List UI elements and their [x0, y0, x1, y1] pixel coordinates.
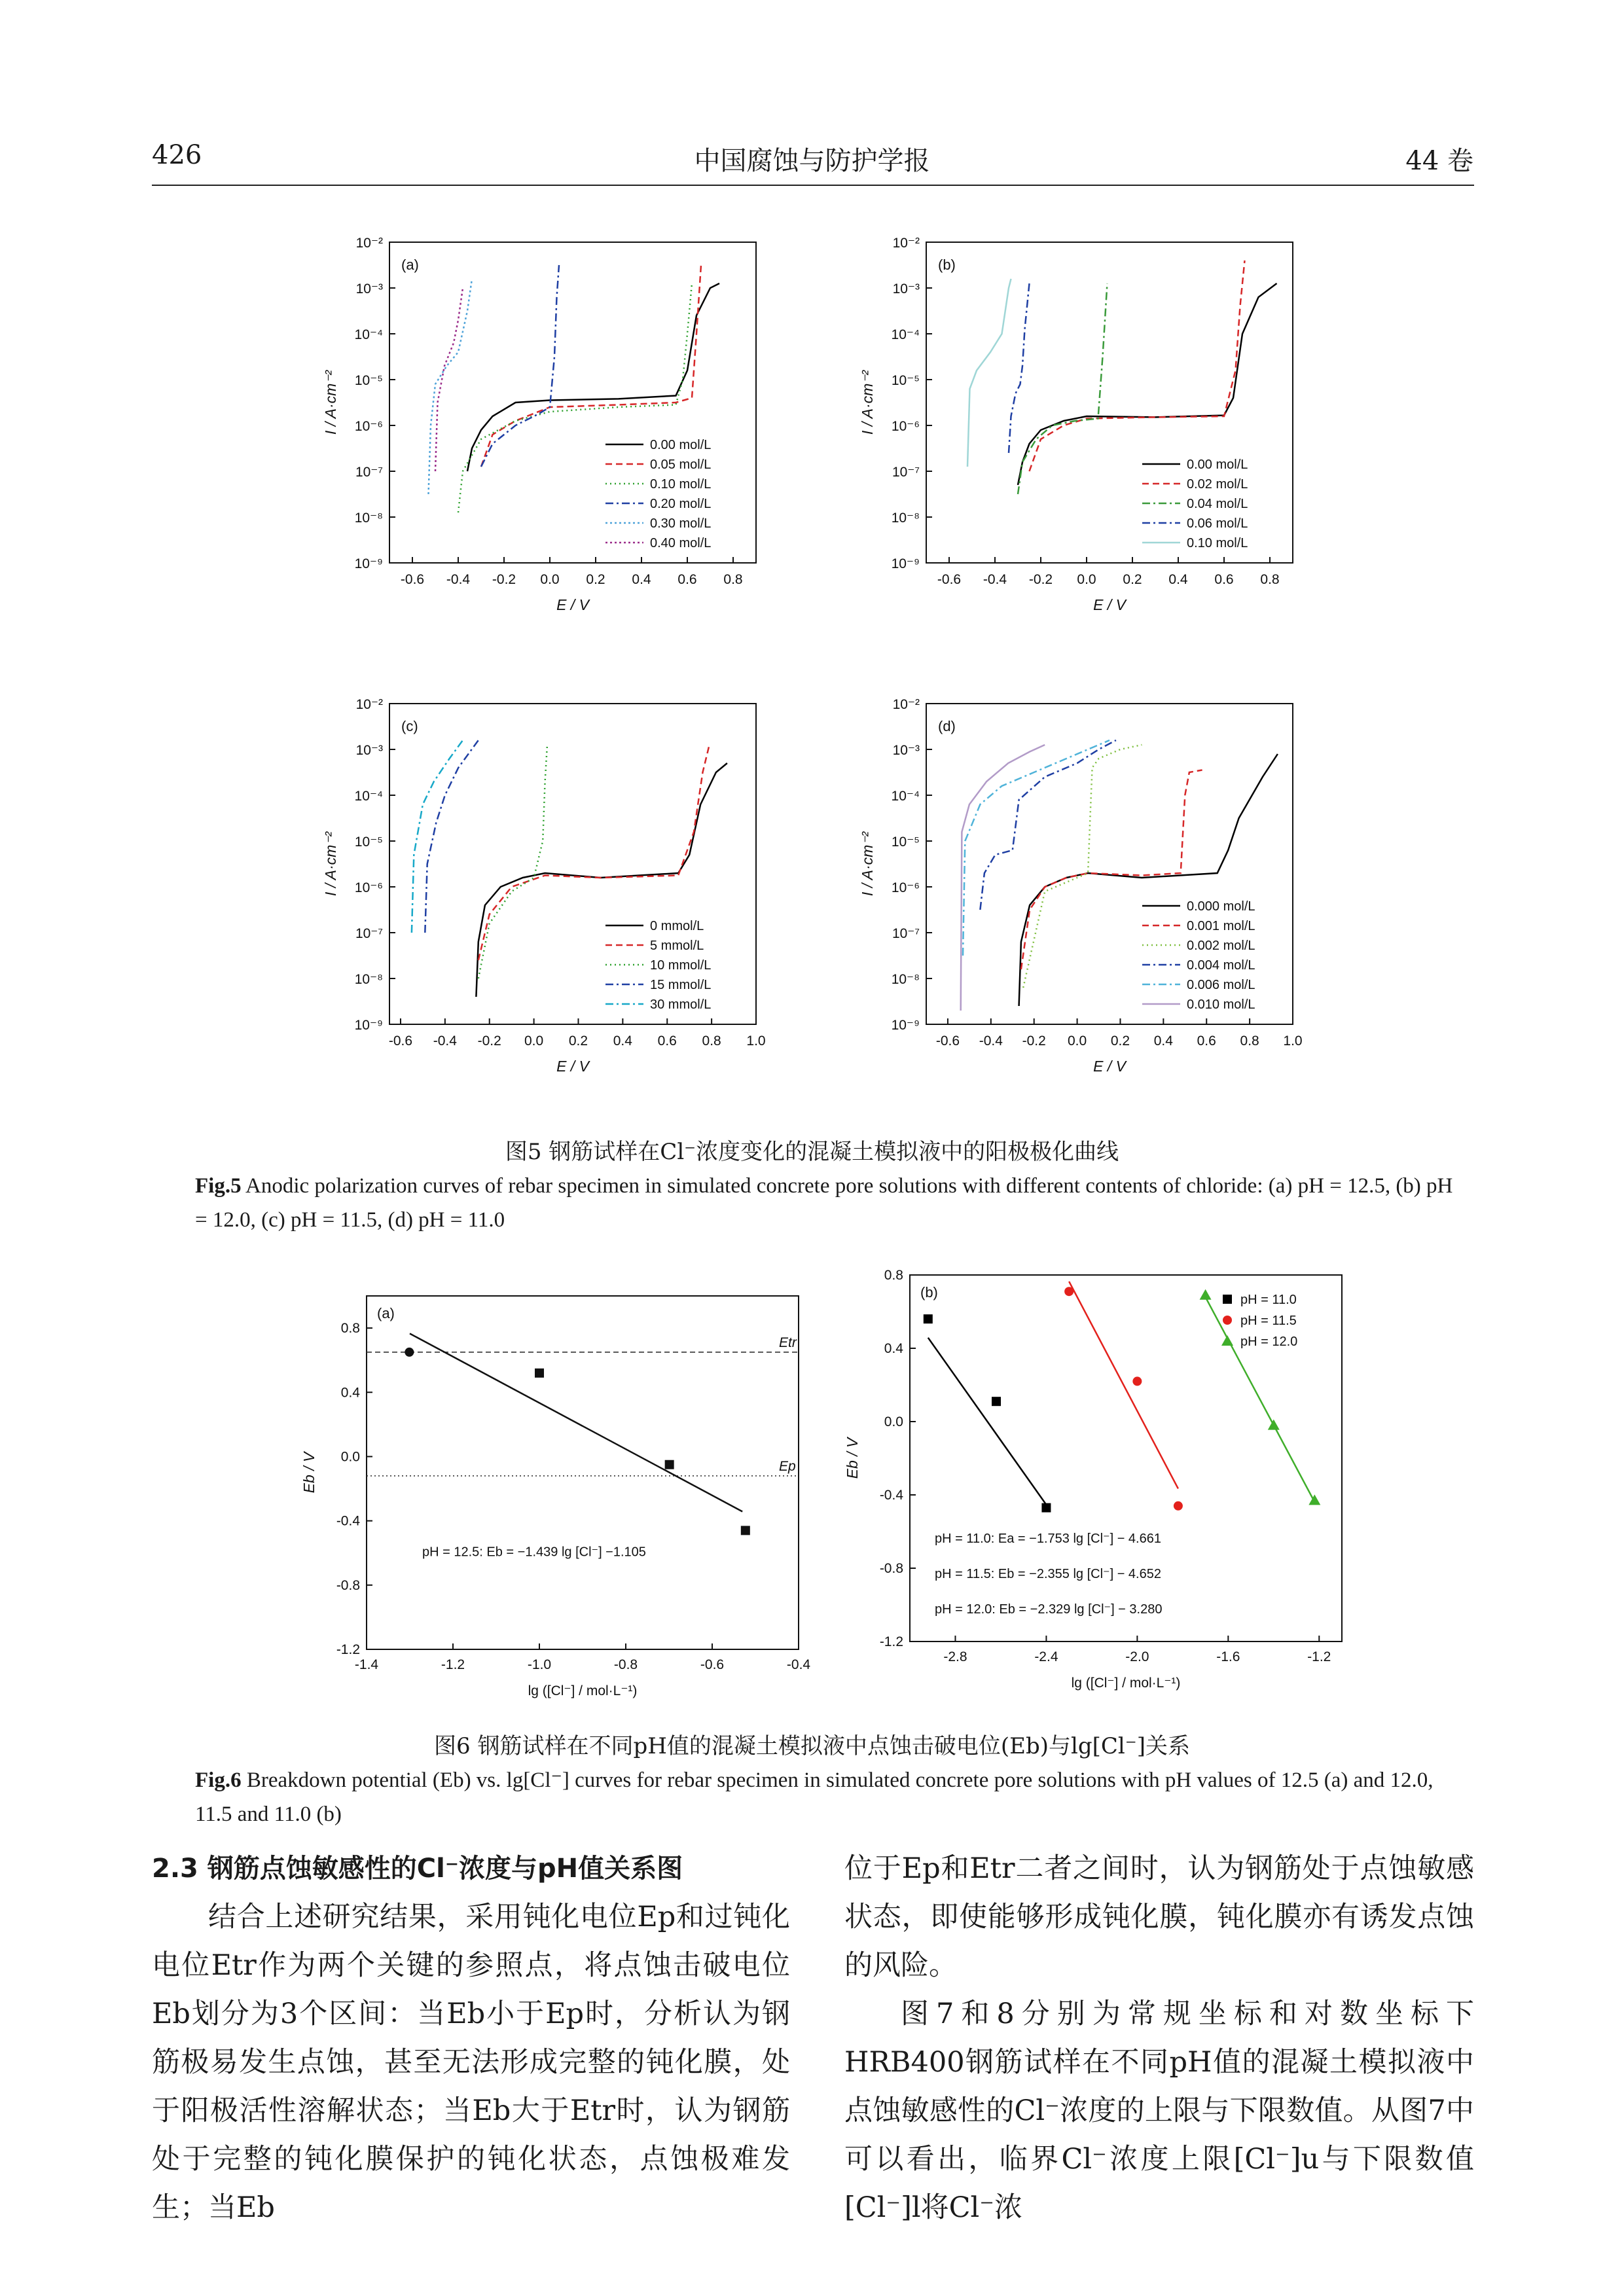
legend-label: 30 mmol/L: [650, 997, 712, 1012]
x-tick-label: -0.6: [700, 1657, 725, 1672]
x-tick-label: -1.2: [441, 1657, 465, 1672]
x-tick-label: 1.0: [746, 1033, 766, 1049]
data-point: [741, 1526, 750, 1535]
x-tick-label: -2.8: [943, 1649, 967, 1664]
legend-label: 0.04 mol/L: [1187, 497, 1248, 511]
panel-label: (b): [920, 1284, 938, 1300]
x-tick-label: -0.6: [935, 1033, 960, 1049]
left-paragraph: 结合上述研究结果，采用钝化电位Ep和过钝化电位Etr作为两个关键的参照点，将点蚀击破电位Eb划分为3个区间：当Eb小于Ep时，分析认为钢筋极易发生点蚀，甚至无法形成完整的钝化膜，处于阳极活性溶解状态；当Eb大于Etr时，认为钢筋处于完整的钝化膜保护的钝化状态，点蚀极难发生；当Eb: [152, 1901, 790, 2224]
y-tick-label: 10⁻⁴: [354, 789, 383, 804]
y-tick-label: 10⁻⁸: [891, 972, 920, 987]
y-tick-label: 0.4: [340, 1385, 360, 1401]
y-tick-label: 10⁻⁵: [891, 834, 920, 850]
y-tick-label: 10⁻²: [355, 697, 383, 712]
x-tick-label: 0.6: [1197, 1033, 1216, 1049]
data-point: [1268, 1420, 1280, 1430]
y-tick-label: 10⁻⁷: [892, 465, 920, 480]
fig5-panel-a: [308, 223, 818, 661]
x-tick-label: 0.0: [1077, 572, 1096, 587]
x-tick-label: -2.4: [1034, 1649, 1058, 1664]
reference-label: Etr: [779, 1335, 797, 1350]
plot-frame: [926, 242, 1293, 563]
series-line: [1023, 745, 1142, 988]
x-tick-label: -0.4: [979, 1033, 1003, 1049]
journal-title: 中国腐蚀与防护学报: [694, 146, 930, 176]
fit-line: [410, 1334, 742, 1512]
series-line: [963, 740, 1110, 956]
x-tick-label: -0.2: [1022, 1033, 1046, 1049]
y-tick-label: 10⁻⁴: [891, 789, 920, 804]
y-tick-label: 0.8: [340, 1321, 360, 1336]
fig5-panel-b: [844, 223, 1355, 661]
y-tick-label: 10⁻⁵: [354, 834, 383, 850]
x-tick-label: 0.0: [540, 572, 560, 587]
y-tick-label: 10⁻⁴: [891, 327, 920, 342]
legend-label: 0.30 mol/L: [650, 516, 712, 531]
x-tick-label: 0.6: [657, 1033, 677, 1049]
legend-label: 0.40 mol/L: [650, 536, 712, 550]
x-axis-label: E / V: [556, 1058, 589, 1075]
fit-line: [1069, 1282, 1178, 1489]
series-line: [1018, 283, 1277, 485]
panel-label: (a): [401, 257, 419, 273]
y-axis-label: I / A·cm⁻²: [859, 370, 876, 435]
x-tick-label: -0.6: [937, 572, 962, 587]
series-line: [481, 265, 559, 467]
legend-label: 15 mmol/L: [650, 978, 712, 992]
right-paragraph-2: 图7和8分别为常规坐标和对数坐标下HRB400钢筋试样在不同pH值的混凝土模拟液中点蚀敏感性的Cl⁻浓度的上限与下限数值。从图7中可以看出，临界Cl⁻浓度上限[Cl⁻]u与下限数值[Cl⁻]l将Cl⁻浓: [844, 1998, 1474, 2224]
y-tick-label: 10⁻³: [892, 743, 920, 758]
y-tick-label: -0.4: [336, 1513, 360, 1529]
data-point: [405, 1348, 414, 1357]
y-tick-label: 10⁻⁸: [354, 972, 383, 987]
x-tick-label: 0.0: [1067, 1033, 1087, 1049]
fig6-panel-b: [831, 1257, 1355, 1715]
y-tick-label: 10⁻⁹: [891, 556, 920, 571]
y-axis-label: I / A·cm⁻²: [322, 370, 339, 435]
data-point: [1041, 1503, 1051, 1513]
series-line: [961, 745, 1045, 1011]
legend-marker: [1221, 1335, 1233, 1346]
y-tick-label: 10⁻⁵: [891, 373, 920, 388]
legend-label: 0.001 mol/L: [1187, 919, 1255, 933]
x-tick-label: 0.4: [1168, 572, 1188, 587]
fig6-panel-a: [288, 1270, 812, 1715]
fig6-caption-cn: 图6 钢筋试样在不同pH值的混凝土模拟液中点蚀击破电位(Eb)与lg[Cl⁻]关系: [434, 1733, 1190, 1759]
legend-label: 10 mmol/L: [650, 958, 712, 973]
panel-label: (b): [938, 257, 956, 273]
data-point: [1132, 1376, 1142, 1386]
x-tick-label: -0.6: [388, 1033, 413, 1049]
legend-label: 0.00 mol/L: [650, 438, 712, 452]
legend-label: 0.20 mol/L: [650, 497, 712, 511]
y-tick-label: 10⁻⁵: [354, 373, 383, 388]
fig5-caption-text: Anodic polarization curves of rebar specimen in simulated concrete pore solutions with different contents of chloride: (a) pH = 12.5, (b) pH = 12.0, (c) pH = 11.5, (d) pH = 11.0: [195, 1174, 1453, 1232]
x-tick-label: 0.2: [1123, 572, 1142, 587]
x-tick-label: -0.4: [983, 572, 1007, 587]
y-tick-label: -1.2: [879, 1634, 903, 1649]
legend-label: 0.06 mol/L: [1187, 516, 1248, 531]
legend-label: 0.02 mol/L: [1187, 477, 1248, 492]
y-tick-label: 10⁻⁶: [354, 880, 383, 895]
legend-label: 0.10 mol/L: [1187, 536, 1248, 550]
y-tick-label: 10⁻³: [355, 743, 383, 758]
y-tick-label: 10⁻⁷: [892, 926, 920, 941]
legend-label: 0.10 mol/L: [650, 477, 712, 492]
y-tick-label: -0.8: [336, 1577, 360, 1593]
right-column: [844, 1844, 1474, 2232]
y-tick-label: 10⁻⁷: [355, 465, 383, 480]
legend-label: 0.00 mol/L: [1187, 457, 1248, 472]
legend-label: 0.000 mol/L: [1187, 899, 1255, 914]
plot-frame: [910, 1275, 1342, 1641]
y-tick-label: -0.8: [879, 1561, 903, 1576]
legend-marker: [1223, 1316, 1232, 1325]
y-tick-label: 10⁻⁹: [354, 556, 383, 571]
y-axis-label: I / A·cm⁻²: [859, 831, 876, 897]
y-tick-label: 10⁻⁹: [891, 1018, 920, 1033]
series-line: [478, 745, 547, 978]
y-tick-label: 0.0: [340, 1449, 360, 1465]
data-point: [535, 1369, 544, 1378]
y-tick-label: 10⁻⁶: [891, 419, 920, 434]
legend-label: 5 mmol/L: [650, 939, 704, 953]
series-line: [1009, 283, 1030, 453]
y-tick-label: 10⁻³: [892, 281, 920, 296]
series-line: [1021, 770, 1202, 970]
y-tick-label: 10⁻³: [355, 281, 383, 296]
legend-label: 0 mmol/L: [650, 919, 704, 933]
x-axis-label: lg ([Cl⁻] / mol·L⁻¹): [1071, 1676, 1181, 1691]
x-axis-label: lg ([Cl⁻] / mol·L⁻¹): [528, 1683, 638, 1698]
fit-equation: pH = 11.0: Ea = −1.753 lg [Cl⁻] − 4.661: [935, 1531, 1161, 1546]
panel-label: (d): [938, 718, 956, 734]
right-paragraph-1: 位于Ep和Etr二者之间时，认为钢筋处于点蚀敏感状态，即使能够形成钝化膜，钝化膜亦有诱发点蚀的风险。: [844, 1852, 1474, 1982]
x-tick-label: -0.2: [1028, 572, 1053, 587]
x-tick-label: -0.4: [786, 1657, 811, 1672]
x-tick-label: 0.2: [568, 1033, 588, 1049]
y-tick-label: 10⁻⁸: [891, 511, 920, 526]
plot-frame: [367, 1296, 799, 1649]
series-line: [1030, 260, 1245, 471]
x-axis-label: E / V: [1093, 596, 1126, 613]
y-axis-label: Eb / V: [300, 1452, 317, 1494]
fig5-panel-d: [844, 684, 1355, 1122]
fig6-caption-en: [195, 1763, 1458, 1831]
x-tick-label: 0.4: [632, 572, 651, 587]
y-tick-label: 10⁻⁴: [354, 327, 383, 342]
x-tick-label: 1.0: [1283, 1033, 1303, 1049]
data-point: [1174, 1501, 1183, 1511]
y-tick-label: 0.4: [884, 1341, 903, 1356]
left-column: [152, 1844, 790, 2232]
legend-label: 0.006 mol/L: [1187, 978, 1255, 992]
legend-marker: [1223, 1295, 1232, 1304]
fig5-panel-c: [308, 684, 818, 1122]
series-line: [1018, 283, 1108, 494]
y-tick-label: 0.8: [884, 1268, 903, 1283]
y-tick-label: 10⁻²: [355, 236, 383, 251]
y-tick-label: 10⁻²: [892, 697, 920, 712]
volume-label: 44 卷: [1405, 146, 1473, 176]
fit-line: [928, 1338, 1047, 1505]
x-tick-label: -1.0: [527, 1657, 552, 1672]
y-tick-label: -0.4: [879, 1488, 903, 1503]
x-tick-label: -0.8: [613, 1657, 638, 1672]
page-number: 426: [152, 140, 202, 170]
fig5-caption-cn: 图5 钢筋试样在Cl⁻浓度变化的混凝土模拟液中的阳极极化曲线: [505, 1139, 1119, 1165]
legend-label: pH = 11.0: [1240, 1293, 1297, 1307]
y-tick-label: -1.2: [336, 1642, 360, 1657]
series-line: [967, 279, 1011, 467]
data-point: [1064, 1287, 1074, 1296]
x-tick-label: -1.2: [1307, 1649, 1331, 1664]
data-point: [1200, 1289, 1212, 1300]
x-tick-label: 0.2: [586, 572, 605, 587]
series-line: [435, 288, 463, 471]
y-tick-label: 10⁻⁶: [354, 419, 383, 434]
fig6-caption-label: Fig.6: [195, 1768, 242, 1792]
x-tick-label: -1.6: [1216, 1649, 1240, 1664]
plot-frame: [389, 704, 756, 1024]
legend-label: pH = 11.5: [1240, 1314, 1297, 1328]
panel-label: (a): [377, 1305, 395, 1321]
legend-label: 0.05 mol/L: [650, 457, 712, 472]
x-tick-label: 0.2: [1110, 1033, 1130, 1049]
x-tick-label: 0.6: [677, 572, 697, 587]
fig6-caption-text: Breakdown potential (Eb) vs. lg[Cl⁻] curves for rebar specimen in simulated concrete pore solutions with pH values of 12.5 (a) and 12.0, 11.5 and 11.0 (b): [195, 1768, 1434, 1826]
x-tick-label: 0.8: [1260, 572, 1280, 587]
series-line: [425, 740, 478, 933]
panel-label: (c): [401, 718, 418, 734]
legend-label: 0.004 mol/L: [1187, 958, 1255, 973]
y-tick-label: 0.0: [884, 1414, 903, 1429]
x-tick-label: 0.8: [723, 572, 743, 587]
legend-label: 0.002 mol/L: [1187, 939, 1255, 953]
plot-frame: [926, 704, 1293, 1024]
x-tick-label: -2.0: [1125, 1649, 1149, 1664]
x-tick-label: 0.8: [1240, 1033, 1259, 1049]
data-point: [924, 1314, 933, 1323]
y-tick-label: 10⁻⁶: [891, 880, 920, 895]
data-point: [665, 1460, 674, 1469]
y-tick-label: 10⁻⁷: [355, 926, 383, 941]
fig5-caption-en: [195, 1169, 1458, 1237]
x-tick-label: 0.4: [613, 1033, 632, 1049]
reference-label: Ep: [779, 1458, 796, 1474]
x-axis-label: E / V: [1093, 1058, 1126, 1075]
data-point: [1308, 1494, 1320, 1505]
x-tick-label: -1.4: [354, 1657, 379, 1672]
fig5-caption-label: Fig.5: [195, 1174, 242, 1198]
y-axis-label: Eb / V: [844, 1437, 861, 1479]
y-tick-label: 10⁻²: [892, 236, 920, 251]
y-tick-label: 10⁻⁸: [354, 511, 383, 526]
x-tick-label: 0.0: [524, 1033, 544, 1049]
data-point: [992, 1397, 1001, 1406]
series-line: [481, 265, 701, 467]
x-tick-label: 0.8: [702, 1033, 721, 1049]
x-tick-label: -0.6: [400, 572, 425, 587]
x-tick-label: 0.4: [1153, 1033, 1173, 1049]
fit-equation: pH = 12.5: Eb = −1.439 lg [Cl⁻] −1.105: [422, 1545, 646, 1560]
plot-frame: [389, 242, 756, 563]
fit-equation: pH = 11.5: Eb = −2.355 lg [Cl⁻] − 4.652: [935, 1566, 1161, 1581]
fit-equation: pH = 12.0: Eb = −2.329 lg [Cl⁻] − 3.280: [935, 1602, 1163, 1617]
y-axis-label: I / A·cm⁻²: [322, 831, 339, 897]
series-line: [412, 740, 463, 933]
x-tick-label: -0.2: [477, 1033, 501, 1049]
header-rule: [152, 185, 1474, 186]
x-tick-label: -0.4: [446, 572, 471, 587]
section-heading: 2.3 钢筋点蚀敏感性的Cl⁻浓度与pH值关系图: [152, 1854, 683, 1884]
legend-label: pH = 12.0: [1240, 1335, 1298, 1349]
x-tick-label: -0.4: [433, 1033, 457, 1049]
x-tick-label: 0.6: [1214, 572, 1234, 587]
x-tick-label: -0.2: [492, 572, 516, 587]
x-axis-label: E / V: [556, 596, 589, 613]
legend-label: 0.010 mol/L: [1187, 997, 1255, 1012]
y-tick-label: 10⁻⁹: [354, 1018, 383, 1033]
